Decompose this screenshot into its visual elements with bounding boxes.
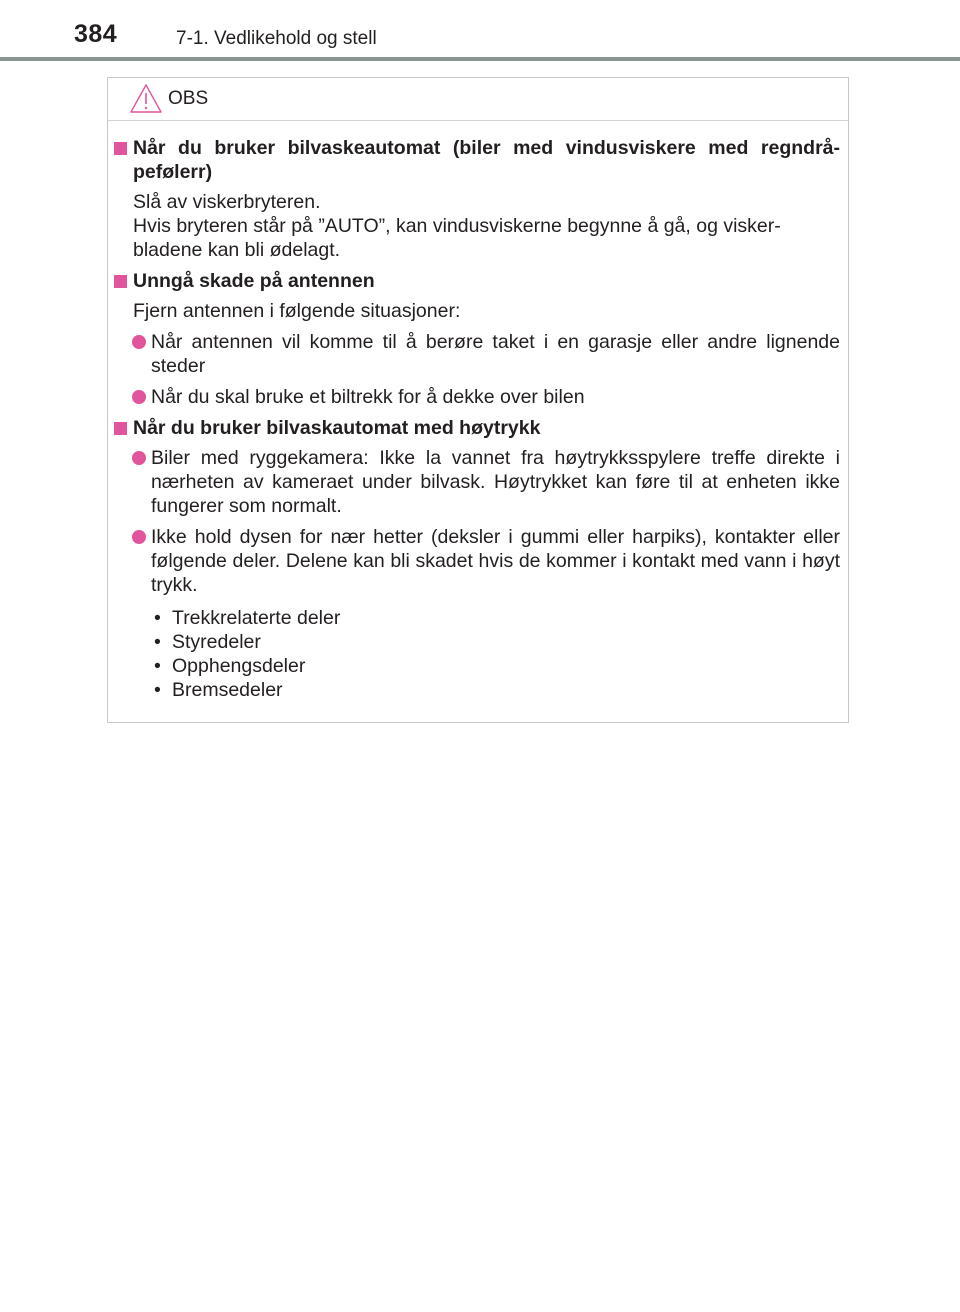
paragraph: Hvis bryteren står på ”AUTO”, kan vindusviskerne begynne å gå, og visker-bladene kan bli ødelagt. xyxy=(133,215,781,261)
section-heading-rain-sensor xyxy=(108,136,848,184)
list-item xyxy=(108,446,848,518)
paragraph: Fjern antennen i følgende situasjoner: xyxy=(133,300,461,322)
sub-list-item: • Opphengsdeler xyxy=(153,654,848,678)
sub-list-item: • Trekkrelaterte deler xyxy=(153,606,848,630)
notice-body xyxy=(108,136,848,702)
list-item-text: Når du skal bruke et biltrekk for å dekke over bilen xyxy=(151,386,585,408)
section-heading-text: Når du bruker bilvaskeautomat (biler med vindusviskere med regndrå-pefølerr) xyxy=(133,137,840,183)
list-item-text: Ikke hold dysen for nær hetter (deksler i gummi eller harpiks), kontakter eller følgende deler. Delene kan bli skadet hvis de kommer i kontakt med vann i høyt trykk. xyxy=(151,526,840,596)
section-heading-text: Når du bruker bilvaskautomat med høytrykk xyxy=(133,417,541,439)
pink-dot-icon xyxy=(132,530,146,544)
list-item xyxy=(108,385,848,409)
list-item xyxy=(108,525,848,597)
notice-header xyxy=(108,78,848,121)
sub-list xyxy=(108,606,848,702)
list-item-text: Når antennen vil komme til å berøre taket i en garasje eller andre lignende steder xyxy=(151,331,840,377)
paragraph: Slå av viskerbryteren. xyxy=(133,191,321,213)
section-heading-high-pressure xyxy=(108,416,848,440)
pink-dot-icon xyxy=(132,390,146,404)
sub-list-item: • Bremsedeler xyxy=(153,678,848,702)
warning-triangle-icon xyxy=(129,83,163,115)
pink-square-icon xyxy=(114,142,127,155)
list-item-text: Biler med ryggekamera: Ikke la vannet fra høytrykksspylere treffe direkte i nærheten av kameraet under bilvask. Høytrykket kan føre til at enheten ikke fungerer som normalt. xyxy=(151,447,840,517)
section-heading-antenna xyxy=(108,269,848,293)
page-header xyxy=(0,0,960,64)
header-rule xyxy=(0,57,960,61)
section-heading-text: Unngå skade på antennen xyxy=(133,270,375,292)
section-title: 7-1. Vedlikehold og stell xyxy=(176,28,377,49)
pink-dot-icon xyxy=(132,451,146,465)
pink-dot-icon xyxy=(132,335,146,349)
pink-square-icon xyxy=(114,422,127,435)
notice-label: OBS xyxy=(168,88,209,109)
page-number: 384 xyxy=(74,20,118,48)
notice-box xyxy=(107,77,849,723)
list-item xyxy=(108,330,848,378)
sub-list-item: • Styredeler xyxy=(153,630,848,654)
pink-square-icon xyxy=(114,275,127,288)
